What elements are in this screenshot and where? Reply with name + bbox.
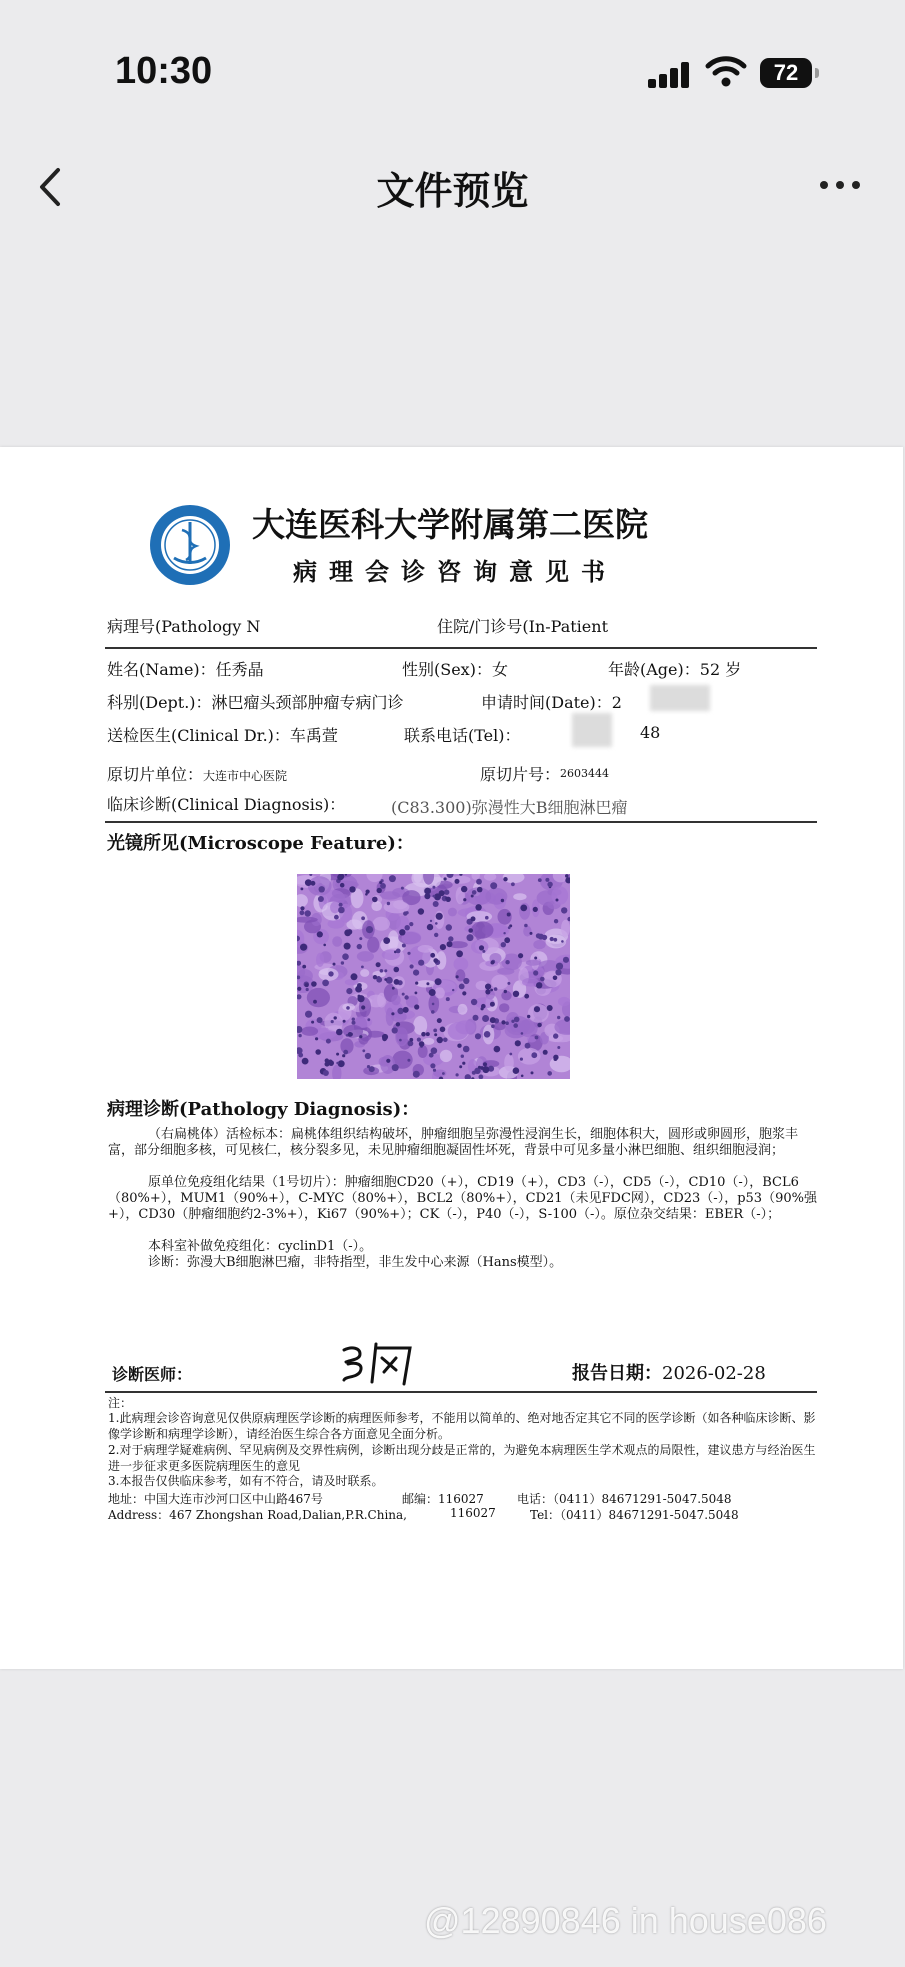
dept-label: 科别(Dept.)： [107, 693, 212, 712]
report-title: 病理会诊咨询意见书 [293, 557, 617, 586]
sex-field [402, 657, 508, 680]
clinical-dx-label: 临床诊断(Clinical Diagnosis)： [107, 795, 346, 814]
dx-paragraph-4: 诊断：弥漫大B细胞淋巴瘤，非特指型，非生发中心来源（Hans模型）。 [148, 1255, 563, 1270]
doctor-label: 送检医生(Clinical Dr.)： [107, 726, 290, 745]
battery-icon: 72 [760, 58, 812, 88]
divider-middle [105, 821, 817, 823]
sex-label: 性别(Sex)： [402, 660, 492, 679]
microscope-label: 光镜所见(Microscope Feature)： [107, 833, 414, 854]
orig-no-value: 2603444 [560, 767, 610, 780]
hospital-logo [149, 504, 231, 586]
orig-unit-value: 大连市中心医院 [203, 769, 288, 783]
hospital-name: 大连医科大学附属第二医院 [252, 505, 648, 544]
orig-no-field [480, 762, 609, 785]
orig-no-label: 原切片号： [480, 765, 561, 784]
inpatient-label: 住院/门诊号(In-Patient [437, 617, 609, 636]
physician-signature [338, 1340, 418, 1388]
tel-label: 联系电话(Tel)： [404, 726, 521, 745]
divider-bottom [105, 1391, 817, 1393]
redaction-date [650, 685, 710, 711]
orig-unit-field [107, 762, 287, 785]
age-field [608, 657, 741, 680]
zip-en: 116027 [450, 1506, 496, 1520]
dept-field [107, 690, 404, 713]
page-title: 文件预览 [376, 169, 529, 213]
signal-icon [648, 62, 692, 88]
watermark-text: @12890846 in house086 [424, 1900, 827, 1941]
pathology-dx-label: 病理诊断(Pathology Diagnosis)： [107, 1099, 420, 1120]
wifi-icon [705, 54, 747, 88]
age-value: 52 岁 [699, 660, 742, 679]
clinical-dx-value: (C83.300)弥漫性大B细胞淋巴瘤 [391, 798, 628, 817]
tel-value: 48 [640, 723, 661, 742]
date-value: 2 [611, 693, 622, 712]
name-field [107, 657, 264, 680]
dept-value: 淋巴瘤头颈部肿瘤专病门诊 [211, 693, 404, 712]
doctor-field [107, 723, 338, 746]
note-3: 3.本报告仅供临床参考，如有不符合，请及时联系。 [108, 1474, 384, 1488]
tel-en: Tel：（0411）84671291-5047.5048 [530, 1508, 739, 1522]
sex-value: 女 [491, 660, 508, 679]
date-field [481, 690, 622, 713]
name-value: 任秀晶 [215, 660, 264, 679]
dx-paragraph-3: 本科室补做免疫组化：cyclinD1（-）。 [148, 1239, 373, 1254]
document-page[interactable] [0, 447, 903, 1669]
orig-unit-label: 原切片单位： [107, 765, 204, 784]
address-en: Address：467 Zhongshan Road,Dalian,P.R.China, [108, 1508, 407, 1522]
status-time: 10:30 [115, 50, 213, 92]
zip-cn: 邮编：116027 [402, 1492, 484, 1506]
notes-title: 注： [108, 1396, 133, 1410]
note-1: 1.此病理会诊咨询意见仅供原病理医学诊断的病理医师参考，不能用以简单的、绝对地否定其它不同的医学诊断（如各种临床诊断、影像学诊断和病理学诊断），请经治医生综合各方面意见全面分析。 [108, 1411, 816, 1441]
physician-label: 诊断医师： [112, 1365, 193, 1384]
dx-paragraph-1: （右扁桃体）活检标本：扁桃体组织结构破坏，肿瘤细胞呈弥漫性浸润生长，细胞体积大，圆形或卵圆形，胞浆丰富，部分细胞多核，可见核仁，核分裂多见，未见肿瘤细胞凝固性坏死，背景中可见多量小淋巴细胞、组织细胞浸润； [108, 1127, 799, 1158]
divider-top [105, 647, 817, 649]
report-date-label: 报告日期： [572, 1363, 662, 1384]
tel-cn: 电话：（0411）84671291-5047.5048 [517, 1492, 732, 1506]
redaction-tel [572, 713, 612, 747]
age-label: 年龄(Age)： [608, 660, 700, 679]
more-icon[interactable] [810, 170, 870, 200]
note-2: 2.对于病理学疑难病例、罕见病例及交界性病例，诊断出现分歧是正常的，为避免本病理医生学术观点的局限性，建议患方与经治医生进一步征求更多医院病理医生的意见 [108, 1443, 816, 1473]
dx-paragraph-2: 原单位免疫组化结果（1号切片）：肿瘤细胞CD20（+），CD19（+），CD3（-），CD5（-），CD10（-），BCL6（80%+），MUM1（90%+），C-MYC（80%+），BCL2（80%+），CD21（未见FDC网），CD23（-），p53（90%强+），CD30（肿瘤细胞约2-3%+），Ki67（90%+）；CK（-），P40（-），S-100（-）。原位杂交结果：EBER（-）； [108, 1175, 817, 1222]
pathology-no-label: 病理号(Pathology N [107, 617, 261, 636]
date-label: 申请时间(Date)： [481, 693, 612, 712]
doctor-value: 车禹萱 [289, 726, 338, 745]
report-date-field [572, 1359, 766, 1385]
status-bar [0, 0, 905, 140]
address-cn: 地址：中国大连市沙河口区中山路467号 [108, 1492, 323, 1506]
name-label: 姓名(Name)： [107, 660, 216, 679]
report-date-value: 2026-02-28 [662, 1363, 766, 1384]
microscope-image [297, 874, 570, 1079]
navigation-bar [0, 140, 905, 240]
